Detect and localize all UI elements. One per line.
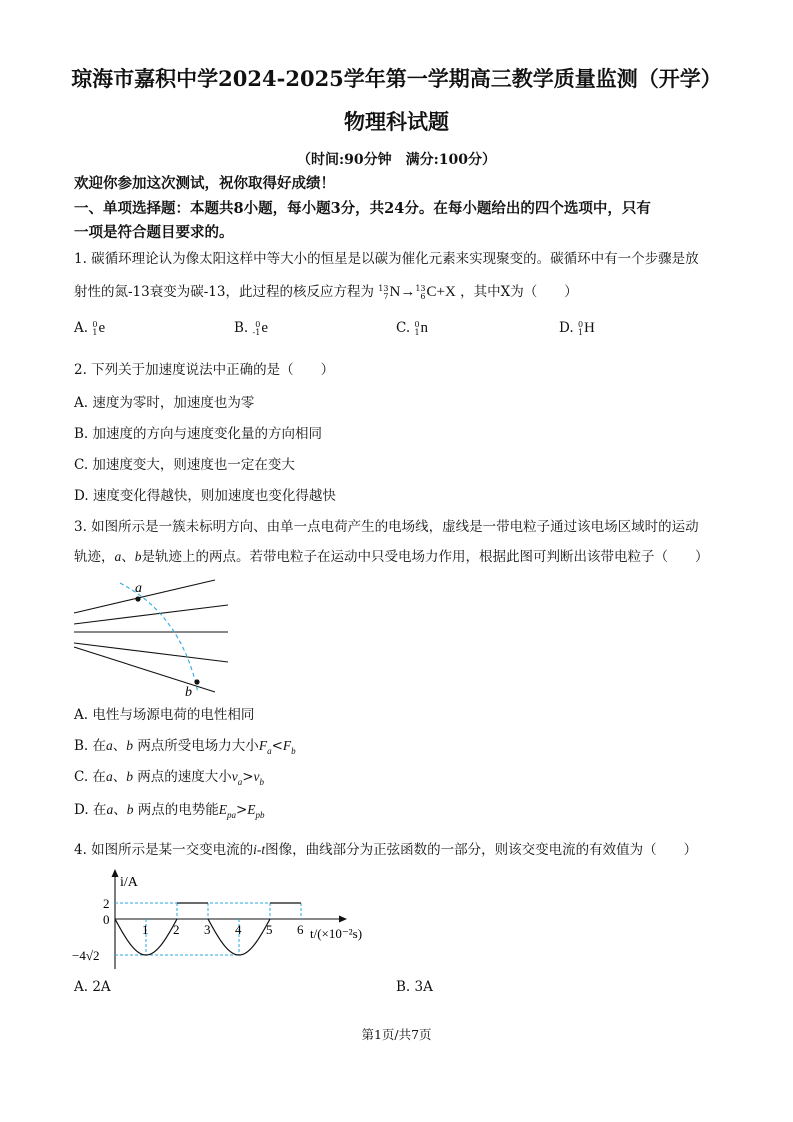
electric-field-figure — [72, 575, 237, 700]
nuclear-equation: 13 7 N→ 13 6 C+X — [378, 283, 456, 301]
page-footer: 第1页/共7页 — [361, 1027, 432, 1042]
q1-option-c[interactable]: C. 0 1 n — [396, 319, 429, 337]
field-line — [74, 580, 215, 613]
section-header-line2: 一项是符合题目要求的。 — [74, 224, 234, 241]
label-a: a — [135, 581, 142, 596]
q3-stem-line2: 轨迹，a、b是轨迹上的两点。若带电粒子在运动中只受电场力作用，根据此图可判断出该带电粒子（ ） — [74, 549, 709, 565]
field-line — [74, 643, 228, 662]
q2-option-a[interactable]: A. 速度为零时，加速度也为零 — [74, 395, 255, 411]
x-tick-label: 3 — [204, 922, 211, 937]
welcome-text: 欢迎你参加这次测试，祝你取得好成绩！ — [74, 175, 335, 192]
q3-option-d[interactable]: D. 在a、b 两点的电势能$E_{pa}>E_{pb}$ — [74, 802, 265, 820]
q1-option-b[interactable]: B. 0 -1 e — [234, 319, 268, 337]
q4-option-b[interactable]: B. 3A — [396, 979, 433, 995]
q2-option-c[interactable]: C. 加速度变大，则速度也一定在变大 — [74, 457, 295, 473]
y-tick-label: 2 — [103, 896, 110, 911]
q4-stem: 4. 如图所示是某一交变电流的i-t图像，曲线部分为正弦函数的一部分，则该交变电流的有效值为（ ） — [74, 842, 698, 858]
q1-stem-line2 — [74, 283, 578, 301]
q1-stem-text: 射性的氮-13衰变为碳-13，此过程的核反应方程为 — [74, 284, 374, 300]
field-line — [74, 647, 215, 692]
q3-option-a[interactable]: A. 电性与场源电荷的电性相同 — [74, 707, 255, 723]
point-b — [194, 679, 199, 684]
q3-option-b[interactable]: B. 在a、b 两点所受电场力大小$F_a<F_b$ — [74, 738, 296, 756]
section-header-line1: 一、单项选择题：本题共8小题，每小题3分，共24分。在每小题给出的四个选项中，只有 — [74, 200, 651, 217]
q2-option-d[interactable]: D. 速度变化得越快，则加速度也变化得越快 — [74, 488, 336, 504]
x-tick-label: 4 — [235, 922, 242, 937]
q3-stem-line1: 3. 如图所示是一簇未标明方向、由单一点电荷产生的电场线，虚线是一带电粒子通过该电场区域时的运动 — [74, 519, 699, 535]
y-tick-label: −4√2 — [72, 948, 100, 963]
x-tick-label: 6 — [297, 922, 304, 937]
q1-option-d[interactable]: D. 0 1 H — [559, 319, 595, 337]
q1-stem-line1: 1. 碳循环理论认为像太阳这样中等大小的恒星是以碳为催化元素来实现聚变的。碳循环中有一个步骤是放 — [74, 251, 699, 267]
exam-title: 琼海市嘉积中学2024-2025学年第一学期高三教学质量监测（开学） — [71, 66, 722, 91]
subject-title: 物理科试题 — [344, 109, 449, 134]
y-axis-arrow — [112, 869, 119, 877]
y-tick-label: 0 — [103, 912, 110, 927]
y-axis-label: i/A — [120, 875, 138, 890]
point-a — [135, 596, 140, 601]
current-time-chart — [70, 866, 390, 974]
x-axis-arrow — [339, 916, 347, 923]
x-tick-label: 1 — [142, 922, 149, 937]
q4-option-a[interactable]: A. 2A — [74, 979, 111, 995]
x-tick-label: 5 — [266, 922, 273, 937]
x-axis-label: t/(×10⁻²s) — [310, 926, 363, 941]
q3-option-c[interactable]: C. 在a、b 两点的速度大小$v_a>v_b$ — [74, 769, 265, 787]
q1-option-a[interactable]: A. 0 1 e — [74, 319, 106, 337]
label-b: b — [185, 685, 192, 700]
q1-stem-tail: ，其中X为（ ） — [460, 284, 578, 300]
x-tick-label: 2 — [173, 922, 180, 937]
time-info: （时间:90分钟 满分:100分） — [296, 152, 497, 168]
q2-option-b[interactable]: B. 加速度的方向与速度变化量的方向相同 — [74, 426, 323, 442]
q2-stem: 2. 下列关于加速度说法中正确的是（ ） — [74, 362, 335, 378]
